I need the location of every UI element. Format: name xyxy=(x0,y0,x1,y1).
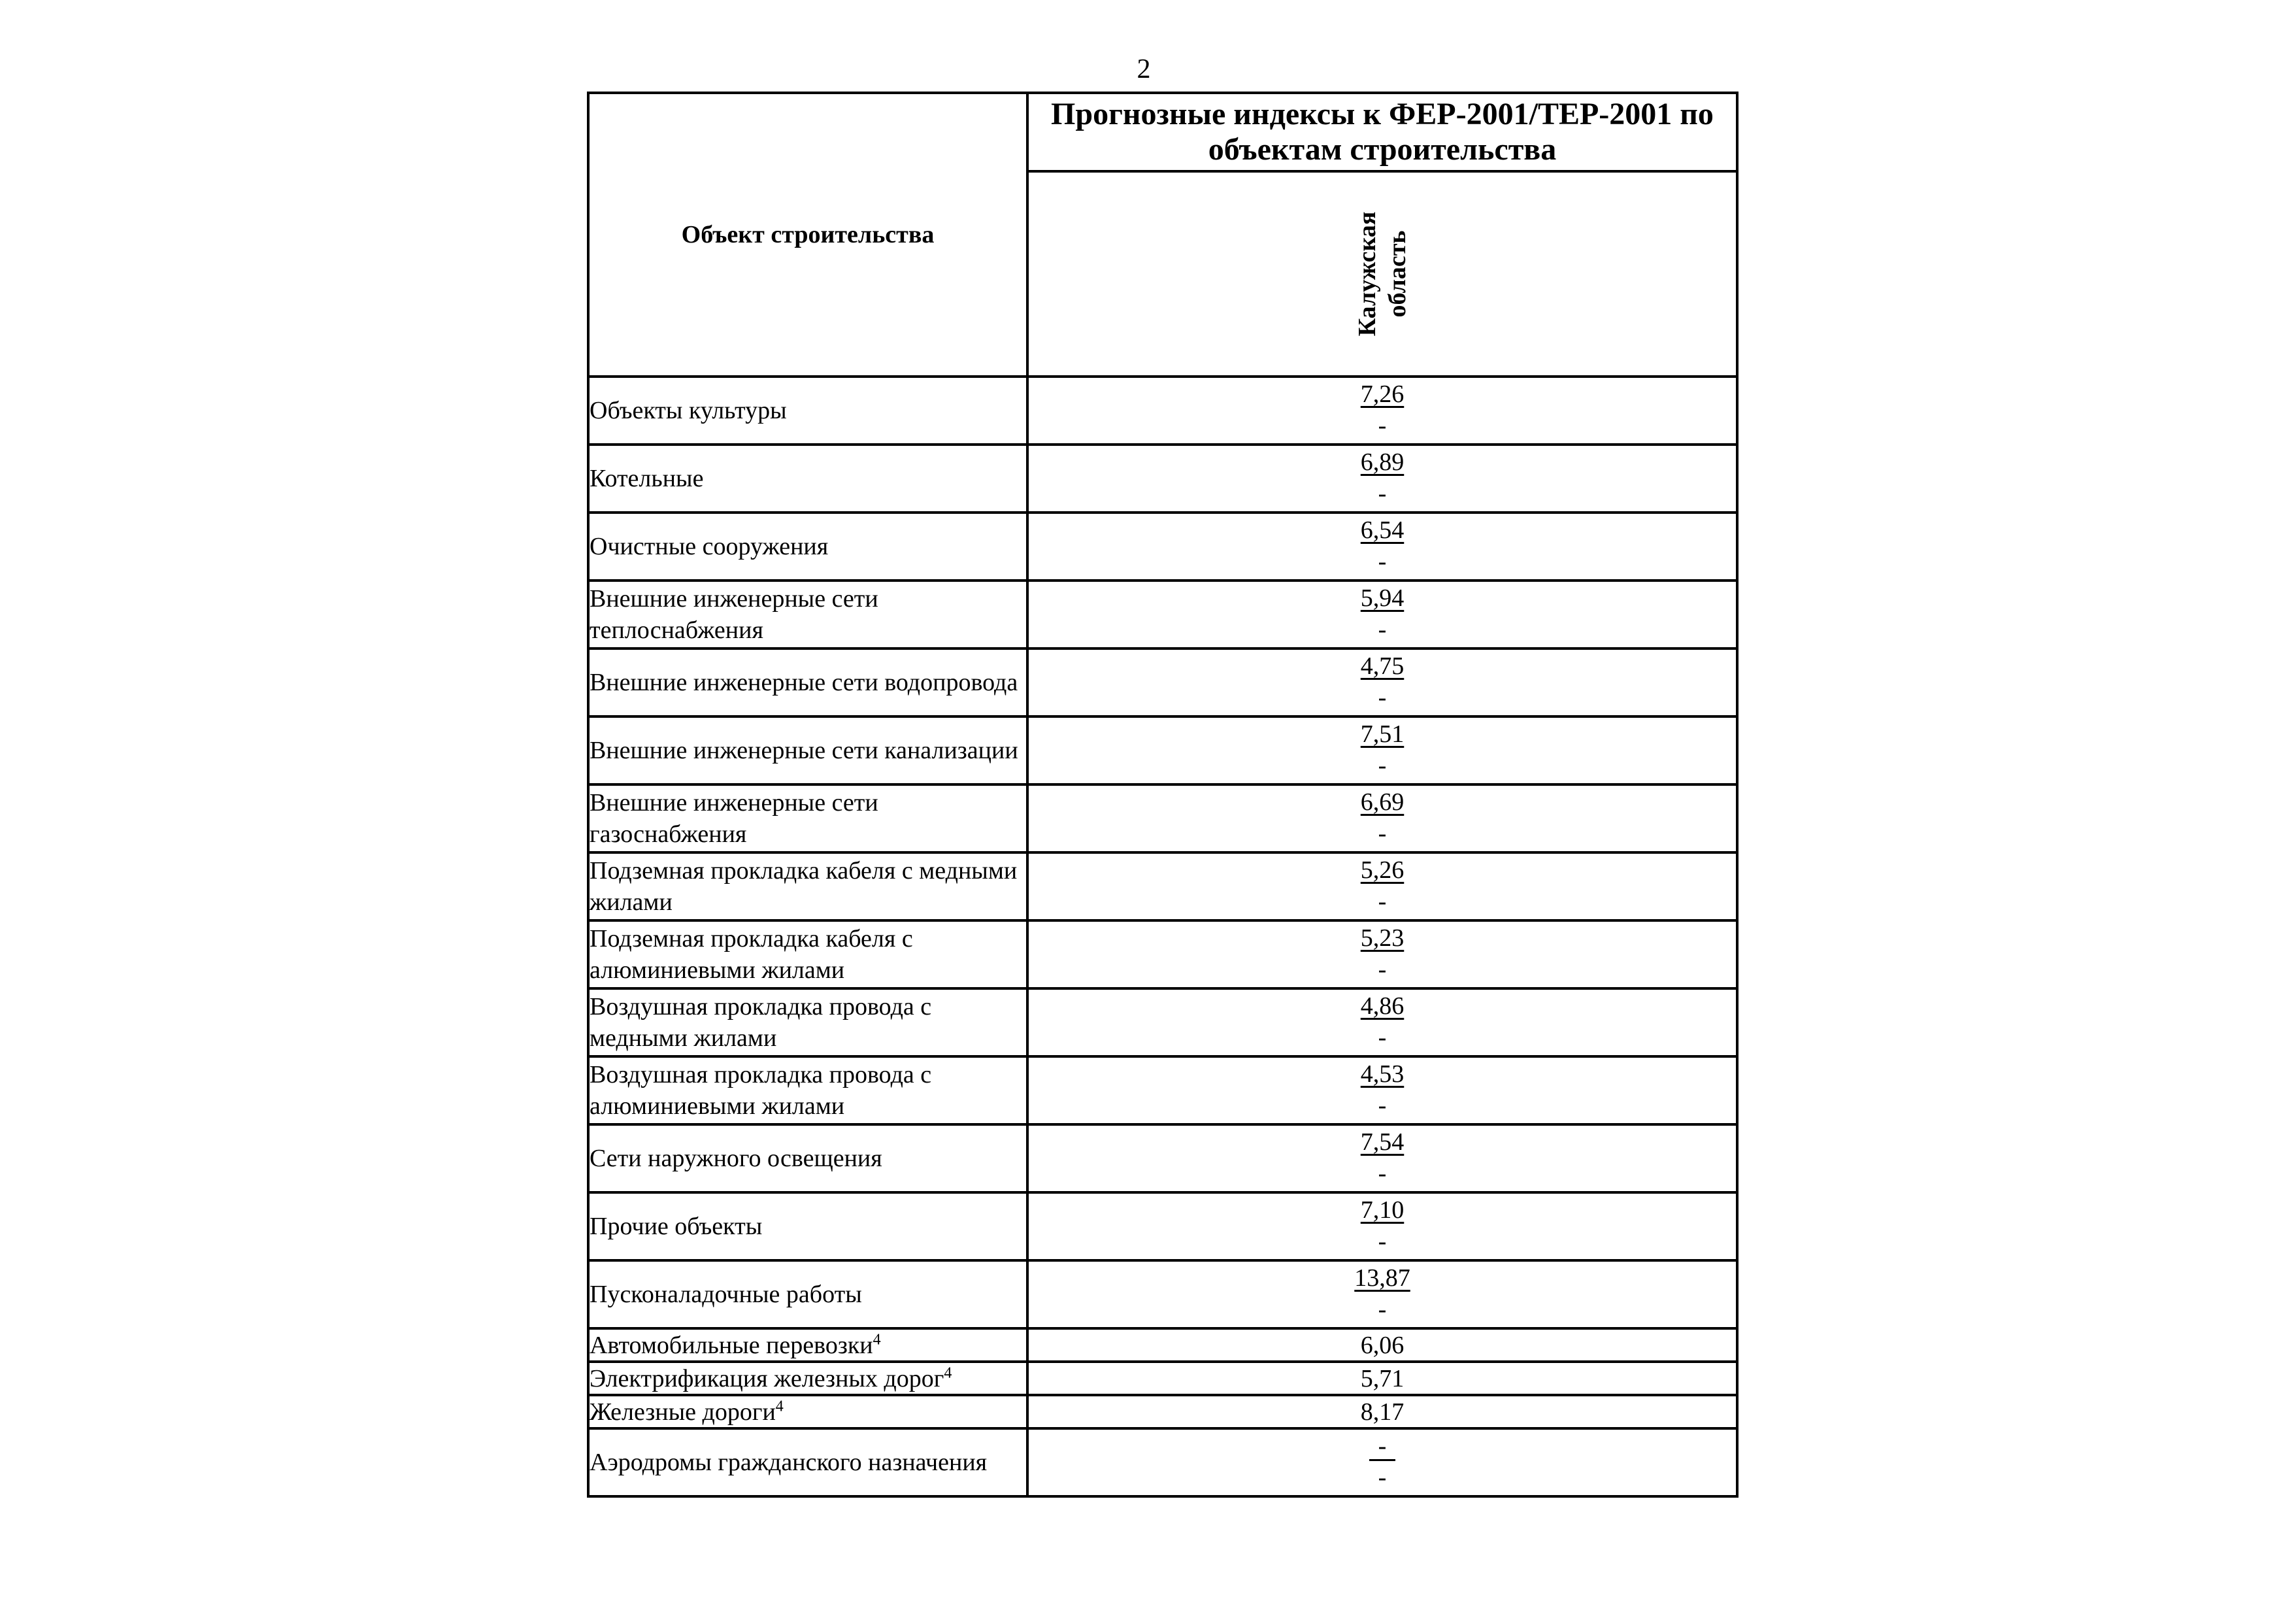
table-row xyxy=(588,445,1737,513)
row-name-cell xyxy=(588,1395,1027,1428)
row-sub: - xyxy=(1378,1228,1387,1255)
table-row xyxy=(588,988,1737,1056)
row-name: Внешние инженерные сети водопровода xyxy=(588,648,1027,716)
row-value: 5,94 xyxy=(1360,584,1405,612)
row-name: Сети наружного освещения xyxy=(588,1124,1027,1192)
header-region-line1: Калужская xyxy=(1354,211,1381,337)
row-name: Железные дороги xyxy=(590,1398,776,1426)
table-row xyxy=(588,716,1737,784)
row-value: 13,87 xyxy=(1354,1264,1410,1292)
row-value: 4,53 xyxy=(1360,1060,1405,1088)
row-name: Внешние инженерные сети газоснабжения xyxy=(588,784,1027,852)
row-name-cell xyxy=(588,1362,1027,1395)
footnote-marker: 4 xyxy=(944,1364,952,1381)
row-name: Внешние инженерные сети канализации xyxy=(588,716,1027,784)
table-row xyxy=(588,852,1737,920)
row-name: Котельные xyxy=(588,445,1027,513)
index-table xyxy=(587,92,1739,1498)
row-value: 7,26 xyxy=(1360,380,1405,408)
row-value-cell xyxy=(1027,1362,1737,1395)
row-value-cell xyxy=(1027,1428,1737,1496)
header-region-line2: область xyxy=(1384,230,1411,318)
row-value: 6,06 xyxy=(1360,1331,1405,1359)
table-row xyxy=(588,1395,1737,1428)
row-value: - xyxy=(1369,1433,1396,1461)
table-row xyxy=(588,920,1737,988)
footnote-marker: 4 xyxy=(873,1330,881,1348)
row-value-cell xyxy=(1027,716,1737,784)
row-value-cell xyxy=(1027,581,1737,648)
row-value: 5,71 xyxy=(1360,1364,1405,1392)
row-sub: - xyxy=(1378,1296,1387,1323)
row-sub: - xyxy=(1378,548,1387,575)
row-name: Внешние инженерные сети теплоснабжения xyxy=(588,581,1027,648)
row-value: 5,26 xyxy=(1360,856,1405,884)
table-row xyxy=(588,784,1737,852)
table-row xyxy=(588,1124,1737,1192)
table-row xyxy=(588,648,1737,716)
header-object: Объект строительства xyxy=(588,93,1027,377)
row-name: Очистные сооружения xyxy=(588,513,1027,581)
table-row xyxy=(588,1260,1737,1328)
row-name: Электрификация железных дорог xyxy=(590,1364,944,1392)
row-sub: - xyxy=(1378,1092,1387,1119)
table-row xyxy=(588,513,1737,581)
row-value: 8,17 xyxy=(1360,1398,1405,1426)
row-value: 4,86 xyxy=(1360,992,1405,1020)
row-value: 6,54 xyxy=(1360,516,1405,544)
row-value-cell xyxy=(1027,852,1737,920)
row-name: Пусконаладочные работы xyxy=(588,1260,1027,1328)
row-sub: - xyxy=(1378,888,1387,915)
row-name: Объекты культуры xyxy=(588,377,1027,445)
row-name: Автомобильные перевозки xyxy=(590,1331,873,1359)
row-value-cell xyxy=(1027,377,1737,445)
row-sub: - xyxy=(1378,616,1387,643)
header-title: Прогнозные индексы к ФЕР-2001/ТЕР-2001 по объектам строительства xyxy=(1027,93,1737,171)
row-value-cell xyxy=(1027,1056,1737,1124)
page-number: 2 xyxy=(1137,54,1151,84)
table-row xyxy=(588,1328,1737,1362)
row-value: 7,51 xyxy=(1360,720,1405,748)
table-row xyxy=(588,581,1737,648)
table-row xyxy=(588,1056,1737,1124)
table-row xyxy=(588,377,1737,445)
row-value-cell xyxy=(1027,445,1737,513)
row-name: Прочие объекты xyxy=(588,1192,1027,1260)
table-row xyxy=(588,1428,1737,1496)
row-name: Воздушная прокладка провода с медными жилами xyxy=(588,988,1027,1056)
row-value-cell xyxy=(1027,1192,1737,1260)
header-region xyxy=(1027,171,1737,377)
row-value: 4,75 xyxy=(1360,652,1405,680)
row-value-cell xyxy=(1027,784,1737,852)
row-name: Воздушная прокладка провода с алюминиевыми жилами xyxy=(588,1056,1027,1124)
row-value: 5,23 xyxy=(1360,924,1405,952)
row-name: Аэродромы гражданского назначения xyxy=(588,1428,1027,1496)
row-sub: - xyxy=(1378,412,1387,439)
row-sub: - xyxy=(1378,1160,1387,1187)
row-name-cell xyxy=(588,1328,1027,1362)
row-value-cell xyxy=(1027,1124,1737,1192)
table-row xyxy=(588,1362,1737,1395)
table-row xyxy=(588,1192,1737,1260)
row-sub: - xyxy=(1378,1463,1387,1491)
row-name: Подземная прокладка кабеля с медными жилами xyxy=(588,852,1027,920)
row-sub: - xyxy=(1378,752,1387,779)
row-sub: - xyxy=(1378,956,1387,983)
row-value-cell xyxy=(1027,513,1737,581)
row-sub: - xyxy=(1378,684,1387,711)
row-value-cell xyxy=(1027,988,1737,1056)
row-value: 7,54 xyxy=(1360,1128,1405,1156)
row-sub: - xyxy=(1378,1024,1387,1051)
row-value-cell xyxy=(1027,648,1737,716)
row-value: 7,10 xyxy=(1360,1196,1405,1224)
row-name: Подземная прокладка кабеля с алюминиевыми жилами xyxy=(588,920,1027,988)
row-sub: - xyxy=(1378,820,1387,847)
row-value-cell xyxy=(1027,1260,1737,1328)
row-sub: - xyxy=(1378,480,1387,507)
row-value: 6,69 xyxy=(1360,788,1405,816)
footnote-marker: 4 xyxy=(775,1397,784,1415)
row-value-cell xyxy=(1027,1395,1737,1428)
row-value-cell xyxy=(1027,920,1737,988)
row-value-cell xyxy=(1027,1328,1737,1362)
row-value: 6,89 xyxy=(1360,448,1405,476)
